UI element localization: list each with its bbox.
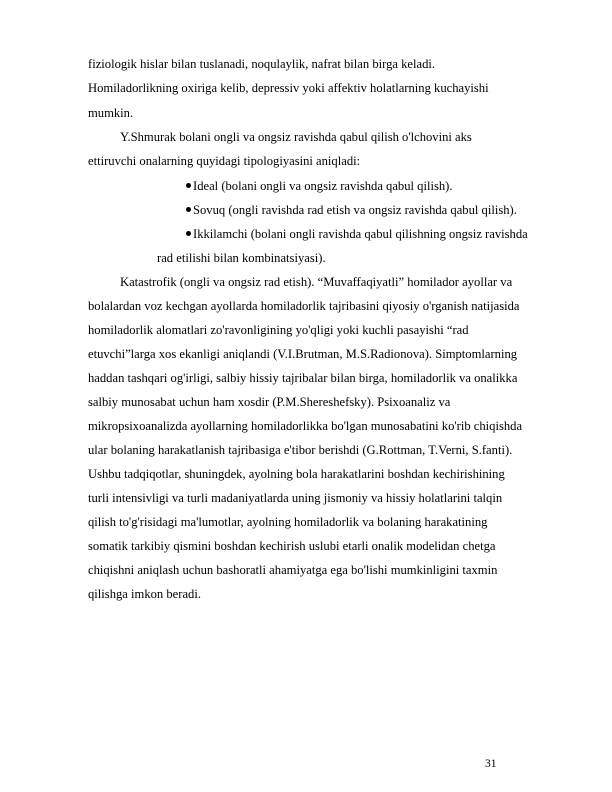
text-line: Homiladorlikning oxiriga kelib, depressiv yoki affektiv holatlarning kuchayishi [88, 81, 489, 95]
text-line: bolalardan voz kechgan ayollarda homiladorlik tajribasini qiyosiy o'rganish natijasida [88, 299, 520, 313]
text-line: ettiruvchi onalarning quyidagi tipologiyasini aniqladi: [88, 154, 361, 168]
bullet-item [186, 202, 517, 218]
bullet-text: Ideal (bolani ongli va ongsiz ravishda qabul qilish). [193, 179, 453, 193]
text-line: qilish to'g'risidagi ma'lumotlar, ayolning homiladorlik va bolaning harakatining [88, 515, 488, 529]
bullet-dot-icon [186, 231, 191, 236]
bullet-continuation: rad etilishi bilan kombinatsiyasi). [157, 251, 326, 265]
text-line: mumkin. [88, 106, 134, 120]
text-line: Katastrofik (ongli va ongsiz rad etish). “Muvaffaqiyatli” homilador ayollar va [120, 275, 513, 289]
text-line: fiziologik hislar bilan tuslanadi, noqulaylik, nafrat bilan birga keladi. [88, 57, 436, 71]
text-line: haddan tashqari og'irligi, salbiy hissiy tajribalar bilan birga, homiladorlik va onalikka [88, 371, 518, 385]
text-line: etuvchi”larga xos ekanligi aniqlandi (V.I.Brutman, M.S.Radionova). Simptomlarning [88, 347, 518, 361]
bullet-item [186, 178, 453, 194]
text-line: ular bolaning harakatlanish tajribasiga e'tibor berishdi (G.Rottman, T.Verni, S.fanti). [88, 443, 513, 457]
bullet-dot-icon [186, 207, 191, 212]
text-line: chiqishni aniqlash uchun bashoratli ahamiyatga ega bo'lishi mumkinligini taxmin [88, 563, 498, 577]
bullet-text: Sovuq (ongli ravishda rad etish va ongsiz ravishda qabul qilish). [193, 203, 517, 217]
text-line: somatik tarkibiy qismini boshdan kechirish uslubi etarli onalik modelidan chetga [88, 539, 496, 553]
text-line: mikropsixoanalizda ayollarning homiladorlikka bo'lgan munosabatini ko'rib chiqishda [88, 419, 523, 433]
text-line: turli intensivligi va turli madaniyatlarda uning jismoniy va hissiy holatlarini talqin [88, 491, 503, 505]
text-line: homiladorlik alomatlari zo'ravonligining yo'qligi yoki kuchli pasayishi “rad [88, 323, 469, 337]
text-line: salbiy munosabat uchun ham xosdir (P.M.Shereshefsky). Psixoanaliz va [88, 395, 451, 409]
text-line: Ushbu tadqiqotlar, shuningdek, ayolning bola harakatlarini boshdan kechirishining [88, 467, 505, 481]
bullet-item [186, 226, 528, 242]
text-line: Y.Shmurak bolani ongli va ongsiz ravishda qabul qilish o'lchovini aks [120, 130, 472, 144]
text-line: qilishga imkon beradi. [88, 587, 201, 601]
bullet-text: Ikkilamchi (bolani ongli ravishda qabul qilishning ongsiz ravishda [193, 227, 528, 241]
bullet-dot-icon [186, 183, 191, 188]
page-number: 31 [485, 758, 497, 770]
